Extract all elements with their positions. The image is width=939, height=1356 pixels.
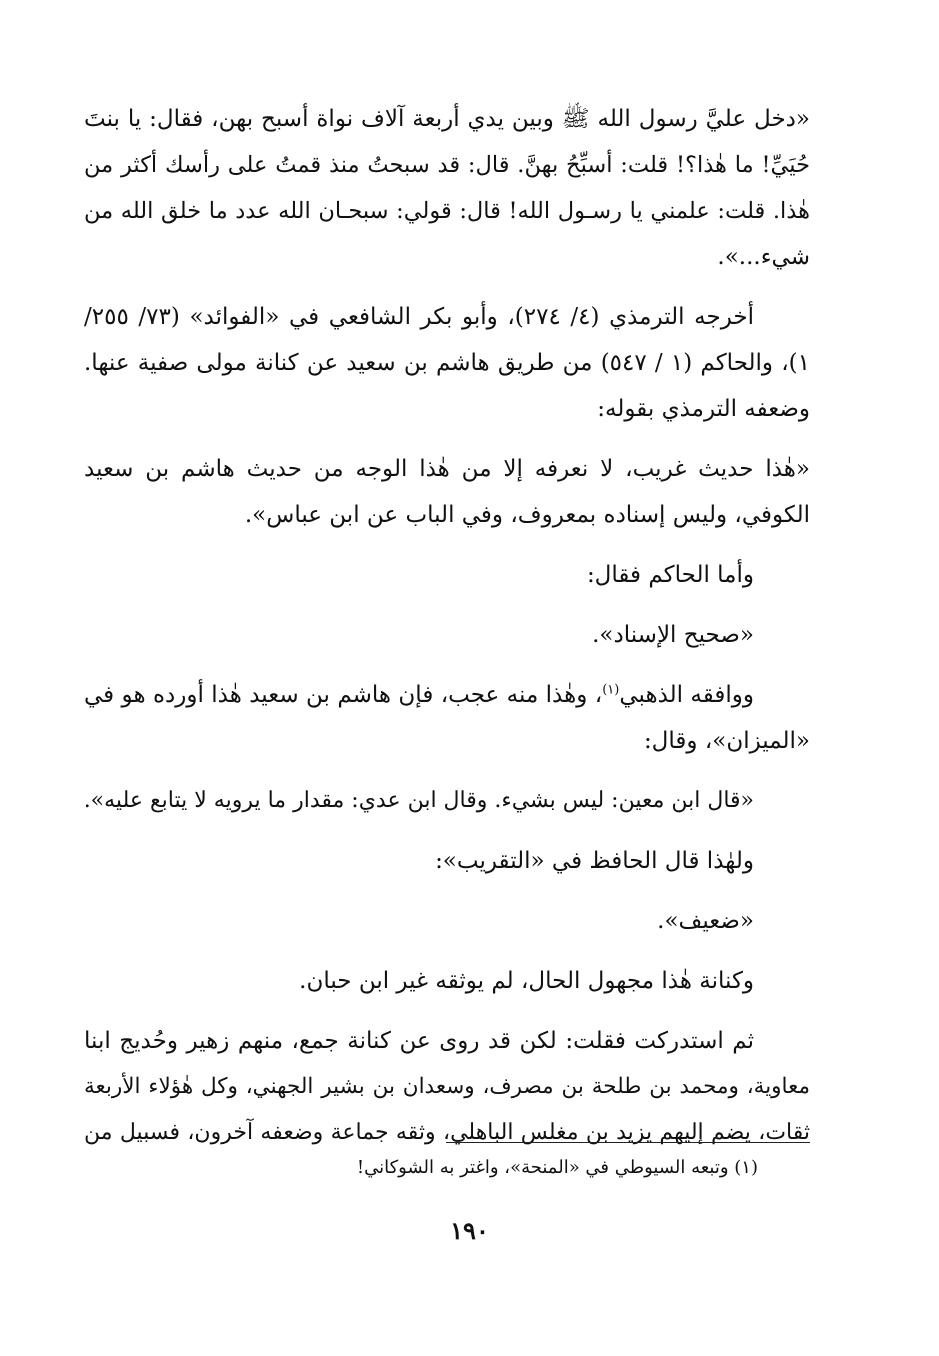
text-line: ثم استدركت فقلت: لكن قد روى عن كنانة جمع، منهم زهير وحُديج ابنا (84, 1028, 754, 1054)
text-line: شيء...». (717, 244, 810, 270)
text-line: ١)، والحاكم (١ / ٥٤٧) من طريق هاشم بن سعيد عن كنانة مولى صفية عنها. (84, 350, 810, 376)
takhrij-paragraph (84, 294, 810, 432)
text-line: وكنانة هٰذا مجهول الحال، لم يوثقه غير ابن حبان. (299, 968, 754, 994)
hadith-quote (84, 96, 810, 280)
text-line: «قال ابن معين: ليس بشيء. وقال ابن عدي: مقدار ما يرويه لا يتابع عليه». (83, 788, 754, 813)
text-line: الكوفي، وليس إسناده بمعروف، وفي الباب عن ابن عباس». (244, 502, 810, 528)
taqrib-intro (84, 838, 810, 884)
page-body (84, 96, 810, 1170)
text-segment: ووافقه الذهبي (619, 682, 754, 708)
taqrib-quote (84, 898, 810, 944)
text-line (84, 672, 810, 718)
text-line: «الميزان»، وقال: (643, 728, 810, 754)
text-line: وأما الحاكم فقال: (586, 562, 754, 588)
tirmidhi-quote (84, 446, 810, 538)
text-line: معاوية، ومحمد بن طلحة بن مصرف، وسعدان بن بشير الجهني، وكل هٰؤلاء الأربعة (84, 1074, 810, 1099)
hakim-intro (84, 552, 810, 598)
mizan-quote (84, 778, 810, 824)
footnote-separator (446, 1142, 810, 1143)
kinana-paragraph (84, 958, 810, 1004)
text-segment: ، وهٰذا منه عجب، فإن هاشم بن سعيد هٰذا أورده هو في (84, 682, 603, 708)
text-line: هٰذا. قلت: علمني يا رسـول الله! قال: قولي: سبحـان الله عدد ما خلق الله من (84, 198, 810, 224)
text-line: ثقات، يضم إليهم يزيد بن مغلس الباهلي، وثقه جماعة وضعفه آخرون، فسبيل من (84, 1120, 810, 1145)
istidrak-paragraph (84, 1018, 810, 1156)
text-line: وضعفه الترمذي بقوله: (597, 396, 810, 422)
text-line: حُيَيِّ! ما هٰذا؟! قلت: أسبِّحُ بهنَّ. قال: قد سبحتُ منذ قمتُ على رأسك أكثر من (84, 152, 810, 178)
footnote-marker: (١) (602, 682, 620, 698)
text-line: «ضعيف». (657, 908, 754, 934)
text-line: «هٰذا حديث غريب، لا نعرفه إلا من هٰذا الوجه من حديث هاشم بن سعيد (84, 456, 810, 482)
dhahabi-paragraph (84, 672, 810, 764)
footnote: (١) وتبعه السيوطي في «المنحة»، واغتر به الشوكاني! (356, 1157, 758, 1178)
page-number: ١٩٠ (450, 1216, 489, 1245)
hakim-quote (84, 612, 810, 658)
text-line: أخرجه الترمذي (٤/ ٢٧٤)، وأبو بكر الشافعي في «الفوائد» (٧٣/ ٢٥٥/ (84, 304, 754, 330)
text-line: «صحيح الإسناد». (592, 622, 754, 648)
text-line: ولهٰذا قال الحافظ في «التقريب»: (435, 848, 754, 874)
text-line: «دخل عليَّ رسول الله ﷺ وبين يدي أربعة آلاف نواة أسبح بهن، فقال: يا بنتَ (84, 106, 810, 132)
